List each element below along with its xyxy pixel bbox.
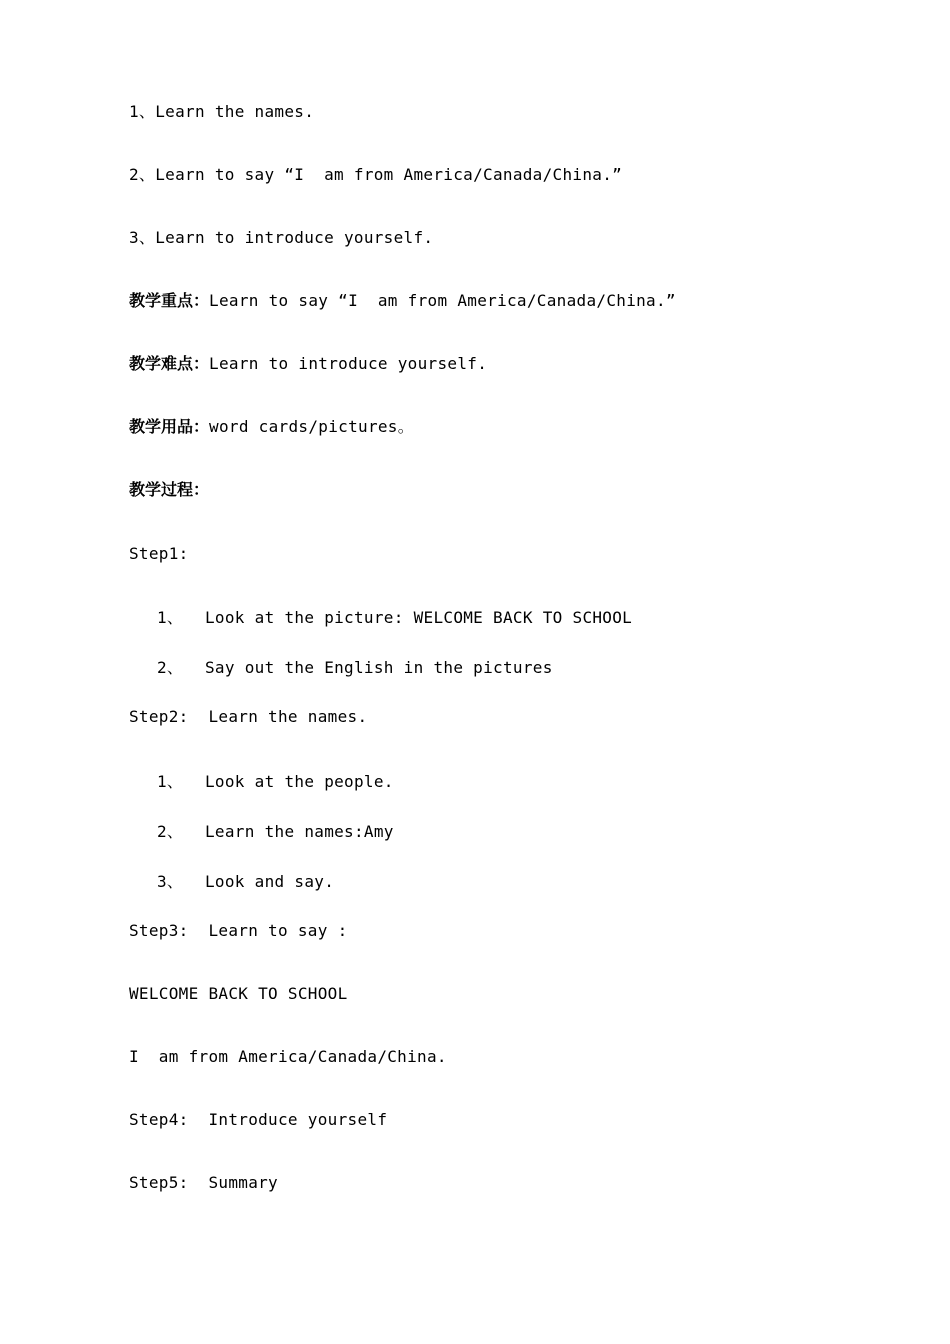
step1-item-1-num: 1、: [157, 608, 184, 627]
key-point: [129, 291, 676, 311]
materials-label: 教学用品：: [129, 417, 210, 436]
difficult-point-text: Learn to introduce yourself.: [209, 354, 488, 373]
step3-line-2: I am from America/Canada/China.: [129, 1047, 447, 1066]
difficult-point: [129, 354, 487, 374]
step1-item-2-num: 2、: [157, 658, 184, 677]
objective-2: 2、Learn to say “I am from America/Canada/China.”: [129, 165, 623, 184]
step2-item-1-num: 1、: [157, 772, 184, 791]
step2-title: Step2: Learn the names.: [129, 707, 368, 726]
step2-item-2-text: Learn the names:Amy: [205, 822, 394, 841]
materials-text: word cards/pictures。: [209, 417, 415, 436]
step2-item-3-num: 3、: [157, 872, 184, 891]
difficult-point-label: 教学难点：: [129, 354, 210, 373]
step2-item-1-text: Look at the people.: [205, 772, 394, 791]
step1-item-1-text: Look at the picture: WELCOME BACK TO SCHOOL: [205, 608, 633, 627]
step3-title: Step3: Learn to say :: [129, 921, 348, 940]
objective-1: 1、Learn the names.: [129, 102, 315, 121]
step4-title: Step4: Introduce yourself: [129, 1110, 388, 1129]
step1-title: Step1:: [129, 544, 189, 563]
key-point-label: 教学重点：: [129, 291, 210, 310]
objective-3: 3、Learn to introduce yourself.: [129, 228, 434, 247]
step2-item-3-text: Look and say.: [205, 872, 335, 891]
step2-item-2-num: 2、: [157, 822, 184, 841]
key-point-text: Learn to say “I am from America/Canada/China.”: [209, 291, 676, 310]
process-label: 教学过程：: [129, 480, 210, 499]
materials: [129, 417, 414, 437]
step1-item-2-text: Say out the English in the pictures: [205, 658, 553, 677]
step3-line-1: WELCOME BACK TO SCHOOL: [129, 984, 348, 1003]
step5-title: Step5: Summary: [129, 1173, 278, 1192]
process-heading: [129, 480, 209, 500]
